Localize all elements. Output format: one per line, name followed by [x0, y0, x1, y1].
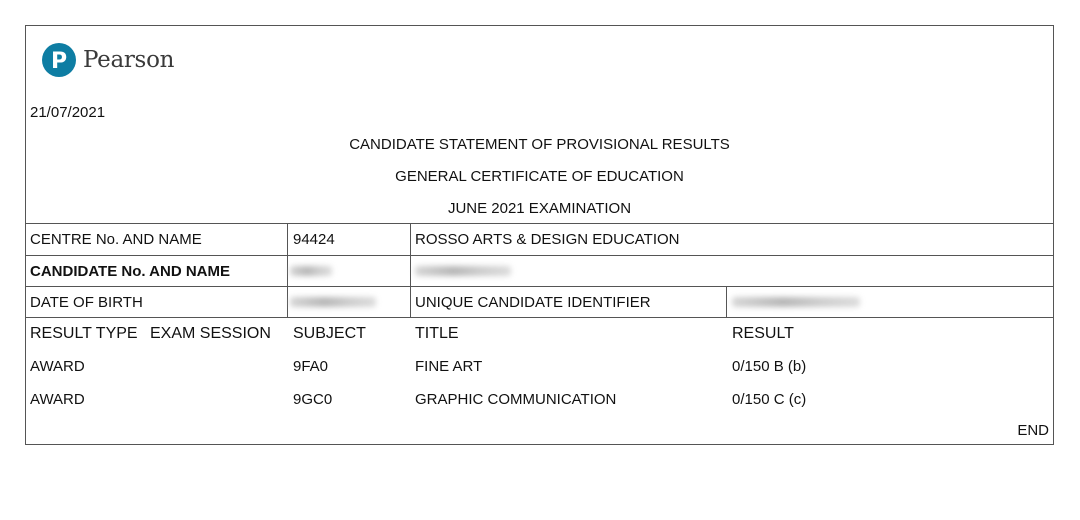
result-type-cell: AWARD	[30, 358, 85, 375]
dob-label: DATE OF BIRTH	[30, 294, 143, 311]
table-rule	[26, 286, 1053, 287]
result-cell: 0/150 C (c)	[732, 391, 807, 408]
exam-session-header: EXAM SESSION	[150, 325, 271, 342]
redacted-uci	[732, 297, 860, 307]
title-cell: GRAPHIC COMMUNICATION	[415, 391, 617, 408]
table-rule	[410, 223, 411, 317]
table-rule	[287, 223, 288, 317]
statement-date: 21/07/2021	[30, 104, 106, 121]
subject-cell: 9GC0	[293, 391, 333, 408]
table-rule	[26, 255, 1053, 256]
result-header: RESULT	[732, 325, 794, 342]
logo-glyph: P	[50, 49, 68, 74]
title-header: TITLE	[415, 325, 459, 342]
logo-wordmark: Pearson	[83, 47, 175, 73]
title-cell: FINE ART	[415, 358, 483, 375]
uci-label: UNIQUE CANDIDATE IDENTIFIER	[415, 294, 651, 311]
redacted-candidate-number	[290, 266, 332, 276]
table-rule	[726, 286, 727, 317]
subject-header: SUBJECT	[293, 325, 366, 342]
centre-number: 94424	[293, 231, 335, 248]
pearson-logo-icon	[42, 43, 76, 77]
redacted-date-of-birth	[290, 297, 376, 307]
pearson-logo	[42, 43, 174, 77]
centre-name: ROSSO ARTS & DESIGN EDUCATION	[415, 231, 680, 248]
centre-label: CENTRE No. AND NAME	[30, 231, 202, 248]
table-rule	[26, 223, 1053, 224]
results-statement	[25, 25, 1054, 445]
result-cell: 0/150 B (b)	[732, 358, 807, 375]
subject-cell: 9FA0	[293, 358, 329, 375]
table-rule	[26, 317, 1053, 318]
result-type-cell: AWARD	[30, 391, 85, 408]
end-marker: END	[1017, 422, 1049, 439]
statement-title: CANDIDATE STATEMENT OF PROVISIONAL RESULTS	[349, 136, 730, 153]
redacted-candidate-name	[415, 266, 511, 276]
qualification-title: GENERAL CERTIFICATE OF EDUCATION	[395, 168, 684, 185]
candidate-label: CANDIDATE No. AND NAME	[30, 263, 230, 280]
result-type-header: RESULT TYPE	[30, 325, 138, 342]
exam-series-title: JUNE 2021 EXAMINATION	[447, 200, 632, 217]
